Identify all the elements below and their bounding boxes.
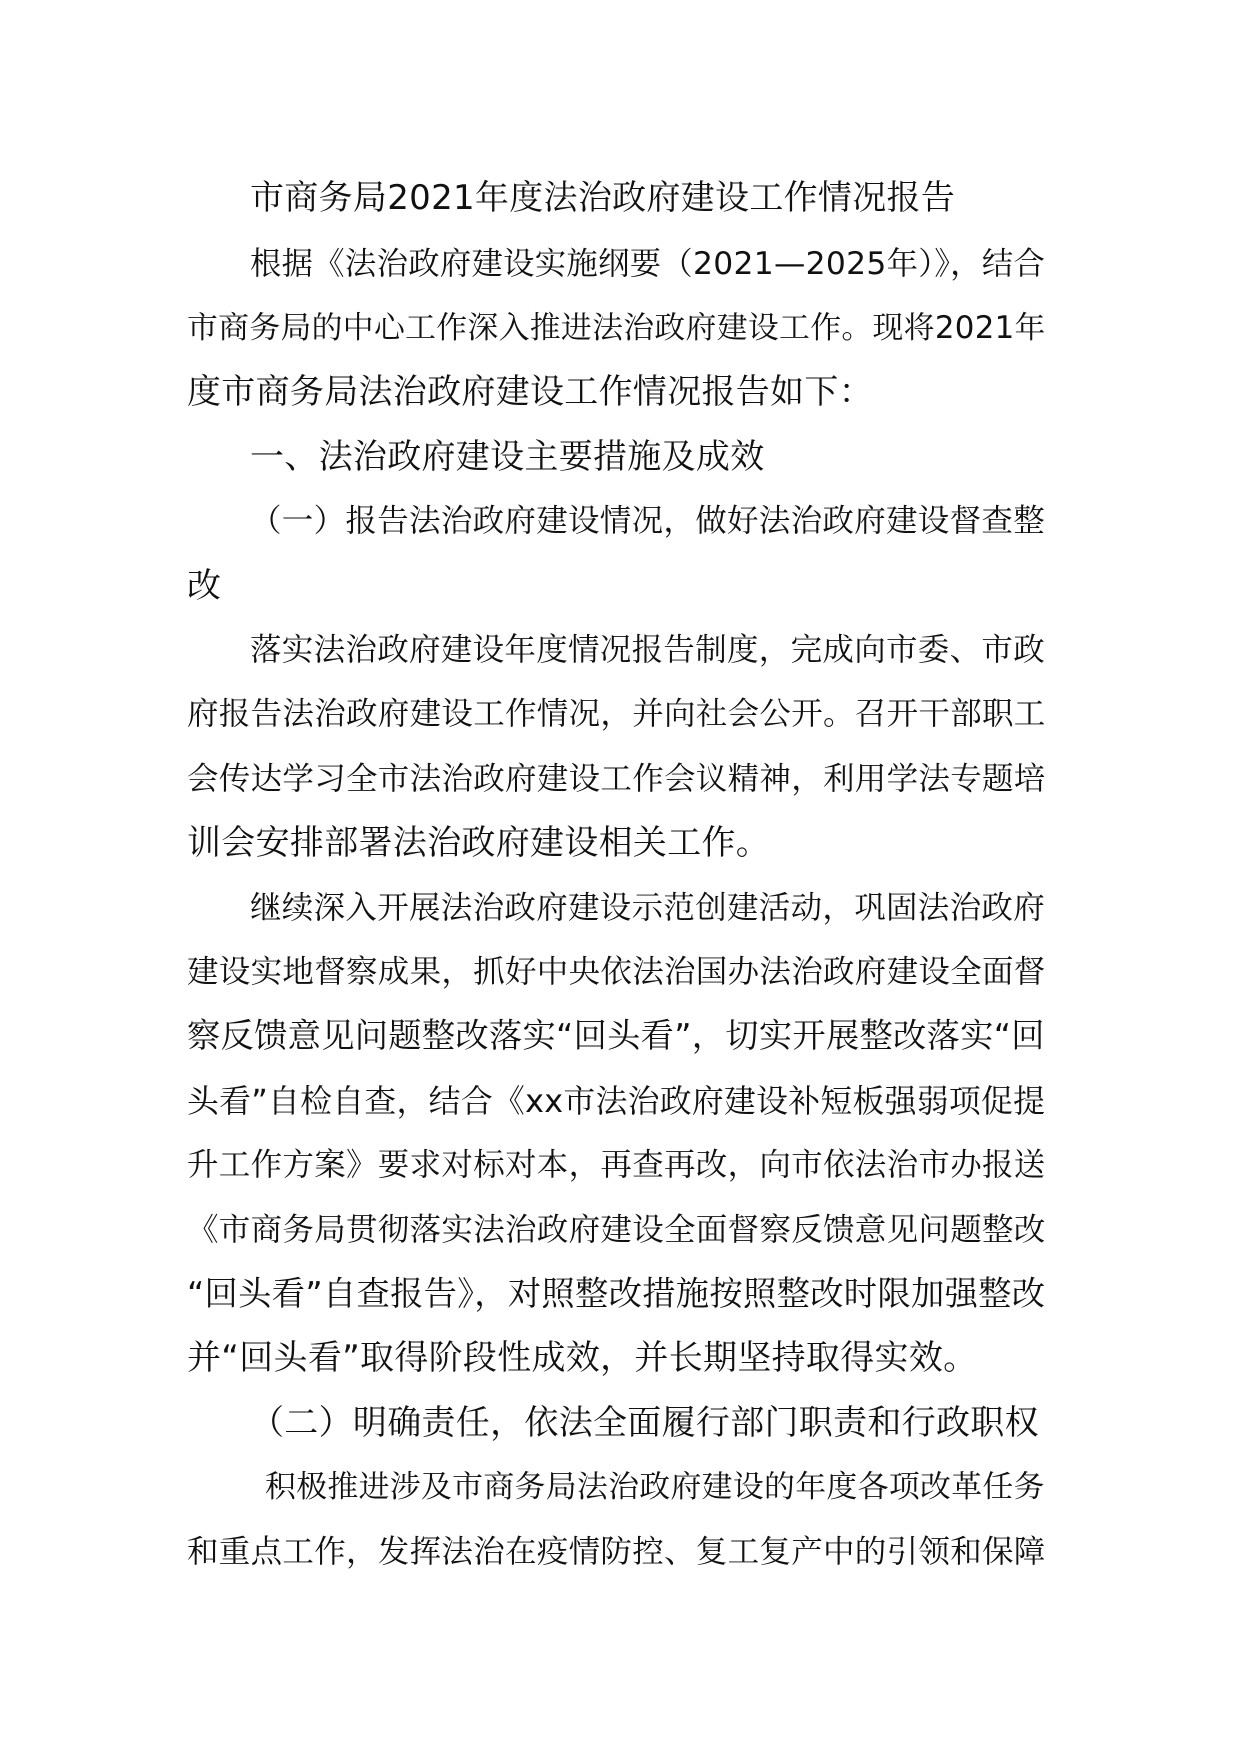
section-1-heading: 一、法治政府建设主要措施及成效 bbox=[250, 437, 765, 477]
intro-line-2: 市商务局的中心工作深入推进法治政府建设工作。现将2021年 bbox=[187, 310, 1046, 346]
paragraph-2-line-6: 《市商务局贯彻落实法治政府建设全面督察反馈意见问题整改 bbox=[187, 1212, 1046, 1248]
paragraph-2-line-5: 升工作方案》要求对标对本，再查再改，向市依法治市办报送 bbox=[187, 1147, 1046, 1183]
paragraph-1-line-2: 府报告法治政府建设工作情况，并向社会公开。召开干部职工 bbox=[187, 696, 1046, 732]
paragraph-2-line-7: “回头看”自查报告》，对照整改措施按照整改时限加强整改 bbox=[187, 1274, 1046, 1313]
paragraph-2-line-8: 并“回头看”取得阶段性成效，并长期坚持取得实效。 bbox=[187, 1338, 978, 1378]
paragraph-2-line-3: 察反馈意见问题整改落实“回头看”，切实开展整改落实“回 bbox=[187, 1016, 1045, 1055]
paragraph-2-line-4: 头看”自检自查，结合《xx市法治政府建设补短板强弱项促提 bbox=[187, 1082, 1046, 1120]
paragraph-2-line-2: 建设实地督察成果，抓好中央依法治国办法治政府建设全面督 bbox=[187, 954, 1046, 990]
paragraph-1-line-1: 落实法治政府建设年度情况报告制度，完成向市委、市政 bbox=[250, 632, 1046, 668]
document-title: 市商务局2021年度法治政府建设工作情况报告 bbox=[250, 178, 956, 218]
paragraph-1-line-4: 训会安排部署法治政府建设相关工作。 bbox=[187, 823, 771, 863]
paragraph-3-line-1: 积极推进涉及市商务局法治政府建设的年度各项改革任务 bbox=[265, 1469, 1045, 1505]
paragraph-3-line-2: 和重点工作，发挥法治在疫情防控、复工复产中的引领和保障 bbox=[187, 1534, 1046, 1570]
paragraph-2-line-1: 继续深入开展法治政府建设示范创建活动，巩固法治政府 bbox=[250, 890, 1046, 926]
intro-line-1: 根据《法治政府建设实施纲要（2021—2025年）》，结合 bbox=[250, 246, 1046, 282]
subsection-1-heading-line-2: 改 bbox=[187, 566, 222, 606]
intro-line-3: 度市商务局法治政府建设工作情况报告如下： bbox=[187, 372, 873, 412]
paragraph-1-line-3: 会传达学习全市法治政府建设工作会议精神，利用学法专题培 bbox=[187, 761, 1046, 797]
subsection-1-heading-line-1: （一）报告法治政府建设情况，做好法治政府建设督查整 bbox=[250, 503, 1046, 539]
subsection-2-heading: （二）明确责任，依法全面履行部门职责和行政职权 bbox=[250, 1403, 1039, 1443]
